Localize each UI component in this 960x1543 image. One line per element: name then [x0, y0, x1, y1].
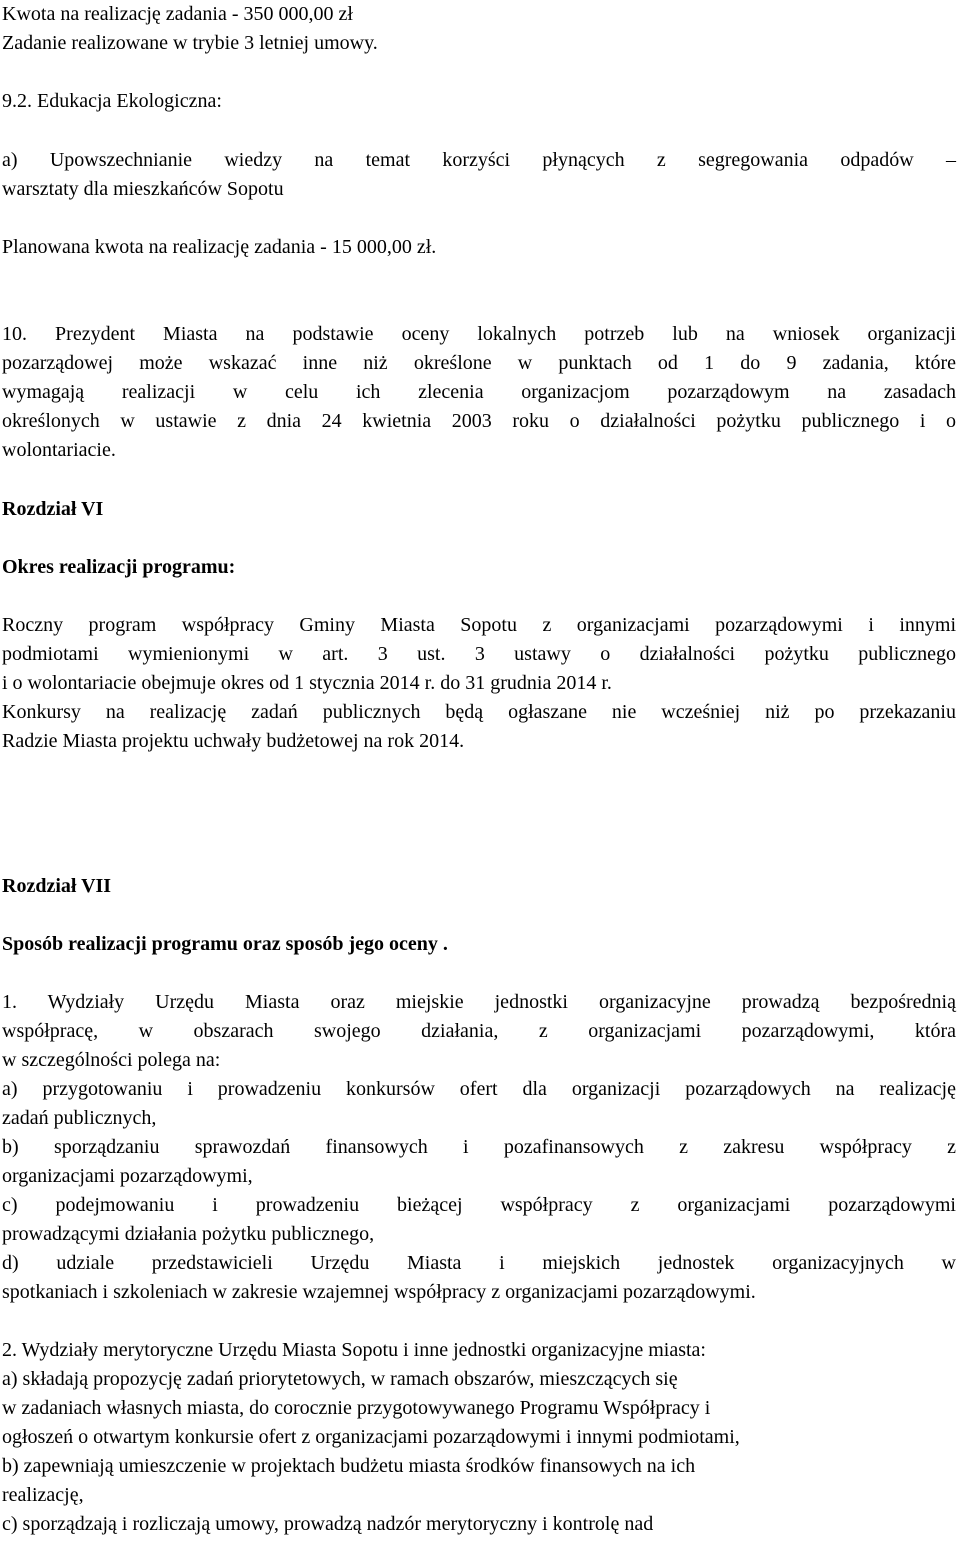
- text-line: Kwota na realizację zadania - 350 000,00 zł: [2, 3, 353, 25]
- text-line: w zadaniach własnych miasta, do corocznie przygotowywanego Programu Współpracy i: [2, 1397, 711, 1419]
- text-line: ogłoszeń o otwartym konkursie ofert z organizacjami pozarządowymi i innymi podmiotami,: [2, 1426, 740, 1448]
- text-line: Konkursy na realizację zadań publicznych będą ogłaszane nie wcześniej niż po przekazaniu: [2, 701, 956, 723]
- text-line: pozarządowej może wskazać inne niż określone w punktach od 1 do 9 zadania, które: [2, 352, 956, 374]
- text-line: zadań publicznych,: [2, 1107, 157, 1129]
- text-line: współpracę, w obszarach swojego działania, z organizacjami pozarządowymi, która: [2, 1020, 956, 1042]
- text-line: 10. Prezydent Miasta na podstawie oceny lokalnych potrzeb lub na wniosek organizacji: [2, 323, 956, 345]
- text-line: Zadanie realizowane w trybie 3 letniej umowy.: [2, 32, 378, 54]
- text-line: d) udziale przedstawicieli Urzędu Miasta i miejskich jednostek organizacyjnych w: [2, 1252, 956, 1274]
- text-line: c) podejmowaniu i prowadzeniu bieżącej współpracy z organizacjami pozarządowymi: [2, 1194, 956, 1216]
- text-line: a) składają propozycję zadań priorytetowych, w ramach obszarów, mieszczących się: [2, 1368, 678, 1390]
- text-line: prowadzącymi działania pożytku publicznego,: [2, 1223, 375, 1245]
- text-line: wolontariacie.: [2, 439, 116, 461]
- text-line: 2. Wydziały merytoryczne Urzędu Miasta Sopotu i inne jednostki organizacyjne miasta:: [2, 1339, 706, 1361]
- text-line: podmiotami wymienionymi w art. 3 ust. 3 ustawy o działalności pożytku publicznego: [2, 643, 956, 665]
- text-line: b) sporządzaniu sprawozdań finansowych i pozafinansowych z zakresu współpracy z: [2, 1136, 956, 1158]
- text-line: Planowana kwota na realizację zadania - 15 000,00 zł.: [2, 236, 437, 258]
- text-line: 1. Wydziały Urzędu Miasta oraz miejskie jednostki organizacyjne prowadzą bezpośrednią: [2, 991, 956, 1013]
- text-line: a) Upowszechnianie wiedzy na temat korzyści płynących z segregowania odpadów –: [2, 149, 956, 171]
- text-line: wymagają realizacji w celu ich zlecenia organizacjom pozarządowym na zasadach: [2, 381, 956, 403]
- text-line: w szczególności polega na:: [2, 1049, 221, 1071]
- text-line: 9.2. Edukacja Ekologiczna:: [2, 90, 222, 112]
- text-line: c) sporządzają i rozliczają umowy, prowadzą nadzór merytoryczny i kontrolę nad: [2, 1513, 654, 1535]
- text-line: realizację,: [2, 1484, 84, 1506]
- text-line: spotkaniach i szkoleniach w zakresie wzajemnej współpracy z organizacjami pozarządowymi.: [2, 1281, 756, 1303]
- section-heading: Sposób realizacji programu oraz sposób jego oceny .: [2, 933, 448, 955]
- text-line: warsztaty dla mieszkańców Sopotu: [2, 178, 284, 200]
- text-line: Radzie Miasta projektu uchwały budżetowej na rok 2014.: [2, 730, 465, 752]
- text-line: Roczny program współpracy Gminy Miasta Sopotu z organizacjami pozarządowymi i innymi: [2, 614, 956, 636]
- section-heading: Rozdział VI: [2, 498, 104, 520]
- text-line: a) przygotowaniu i prowadzeniu konkursów ofert dla organizacji pozarządowych na realizację: [2, 1078, 956, 1100]
- text-line: i o wolontariacie obejmuje okres od 1 stycznia 2014 r. do 31 grudnia 2014 r.: [2, 672, 612, 694]
- text-line: określonych w ustawie z dnia 24 kwietnia 2003 roku o działalności pożytku publicznego i o: [2, 410, 956, 432]
- section-heading: Rozdział VII: [2, 875, 112, 897]
- section-heading: Okres realizacji programu:: [2, 556, 236, 578]
- text-line: organizacjami pozarządowymi,: [2, 1165, 253, 1187]
- text-line: b) zapewniają umieszczenie w projektach budżetu miasta środków finansowych na ich: [2, 1455, 696, 1477]
